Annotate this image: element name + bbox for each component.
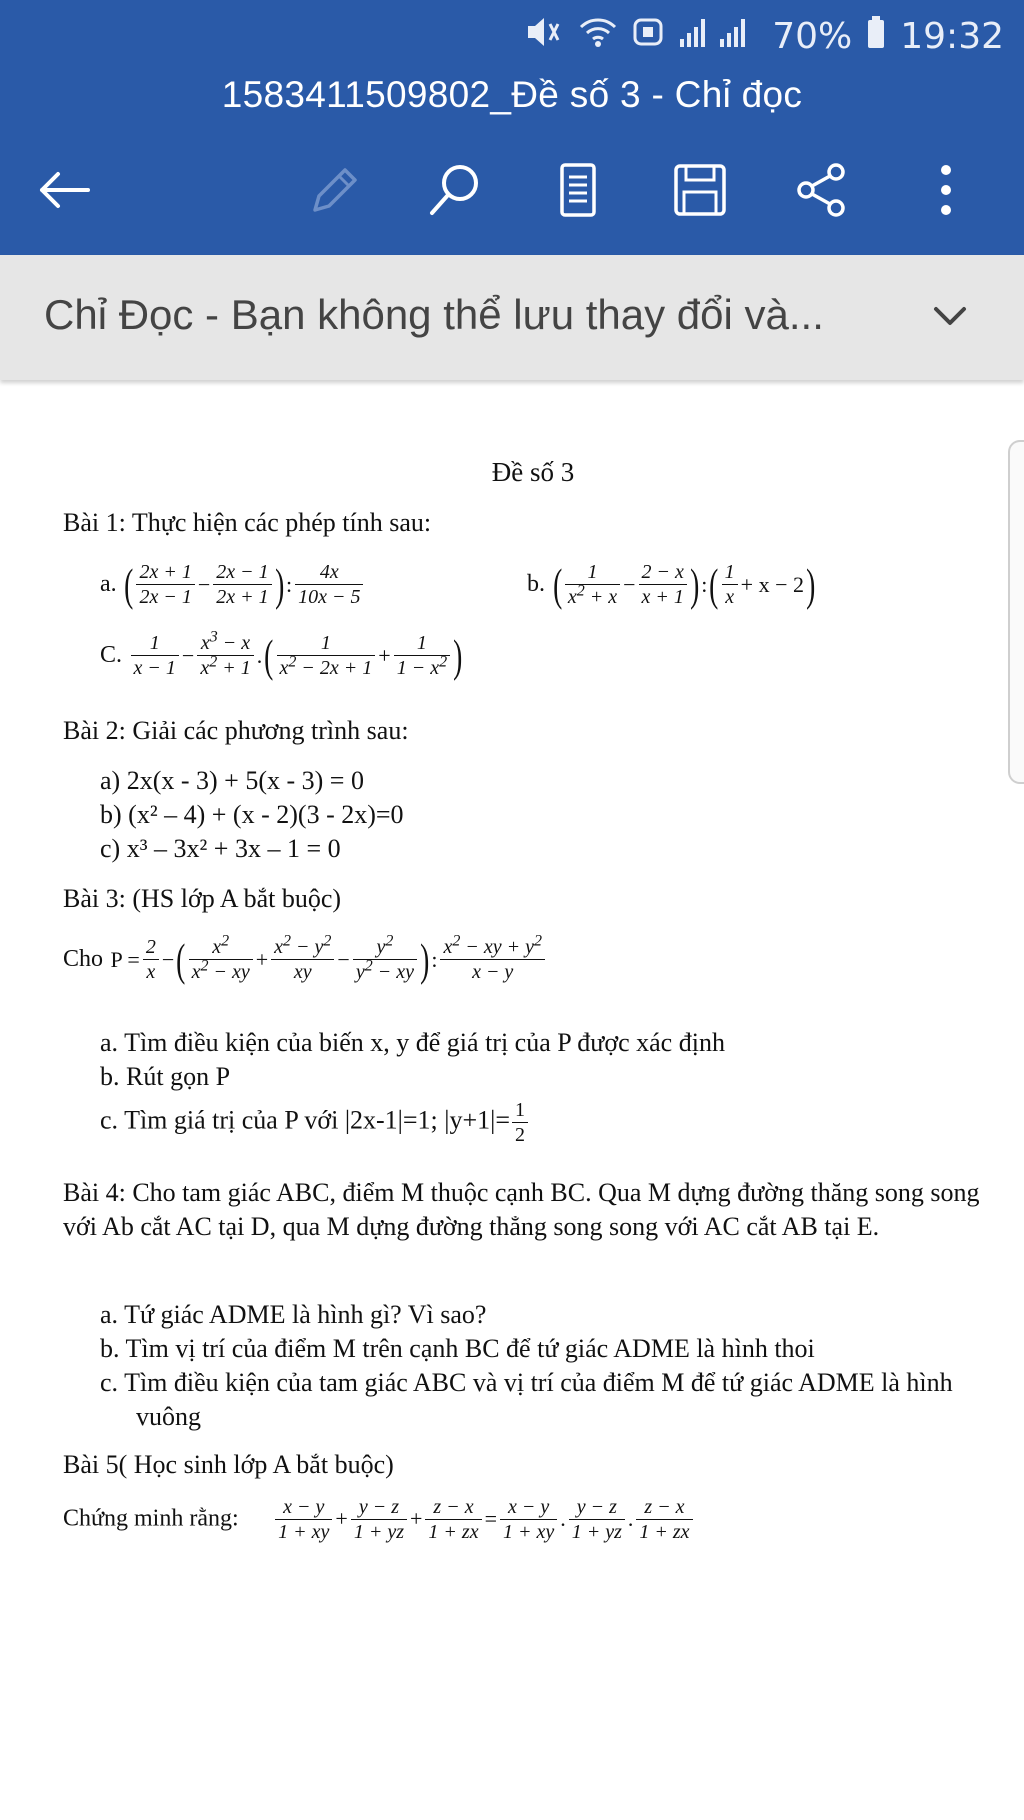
bai4-item-a: a. Tứ giác ADME là hình gì? Vì sao? — [100, 1300, 487, 1329]
share-icon[interactable] — [792, 160, 852, 220]
app-bar — [0, 0, 1024, 255]
save-icon[interactable] — [670, 160, 730, 220]
reading-view-icon[interactable] — [548, 160, 608, 220]
bai1-b-expression: b. ( $\frac{1}{x^2 + x}$ − $\frac{2 - x}{x + 1}$ ):( $\frac{1}{x}$ + x − 2) — [527, 559, 816, 610]
more-vert-icon[interactable] — [916, 160, 976, 220]
chevron-down-icon[interactable] — [930, 301, 970, 331]
bai3-item-a: a. Tìm điều kiện của biến x, y để giá trị của P được xác định — [100, 1028, 725, 1057]
bai2-item-c: c) x³ – 3x² + 3x – 1 = 0 — [100, 834, 341, 863]
bai1-title: Bài 1: Thực hiện các phép tính sau: — [63, 508, 432, 537]
bai5-expression: Chứng minh rằng: $\frac{x - y}{1 + xy}$ + $\frac{y - z}{1 + yz}$ + $\frac{z - x}{1 + zx}$ = $\frac{x - y}{1 + xy}$ . $\frac{y - z}{1 + yz}$ . $\frac{z - x}{1 + zx}$ — [63, 1495, 695, 1544]
bai2-title: Bài 2: Giải các phương trình sau: — [63, 716, 409, 745]
scrollbar[interactable] — [1008, 440, 1024, 784]
read-only-banner[interactable] — [0, 255, 1024, 380]
bai3-item-c: c. Tìm giá trị của P với |2x-1|=1; |y+1|= $\frac{1}{2}$ — [100, 1098, 530, 1147]
signal-icon — [678, 15, 758, 58]
mute-icon — [526, 15, 564, 58]
battery-percent: 70% — [772, 15, 853, 57]
search-icon[interactable] — [425, 160, 485, 220]
bai4-item-c: c. Tìm điều kiện của tam giác ABC và vị trí của điểm M để tứ giác ADME là hình vuông — [100, 1368, 953, 1431]
document-title: 1583411509802_Đề số 3 - Chỉ đọc — [221, 74, 803, 115]
bai3-item-b: b. Rút gọn P — [100, 1062, 231, 1091]
bai3-title: Bài 3: (HS lớp A bắt buộc) — [63, 884, 342, 913]
bai4-item-b: b. Tìm vị trí của điểm M trên cạnh BC để tứ giác ADME là hình thoi — [100, 1334, 815, 1363]
bai5-title: Bài 5( Học sinh lớp A bắt buộc) — [63, 1450, 394, 1479]
page-title: Đề số 3 — [491, 457, 575, 487]
wifi-icon — [578, 15, 618, 58]
back-arrow-icon[interactable] — [34, 160, 94, 220]
status-bar — [526, 14, 1004, 58]
banner-text: Chỉ Đọc - Bạn không thể lưu thay đổi và... — [44, 291, 824, 338]
bai4-text: Bài 4: Cho tam giác ABC, điểm M thuộc cạnh BC. Qua M dựng đường thăng song song với Ab cắt AC tại D, qua M dựng đường thẳng song song với AC cắt AB tại E. — [63, 1178, 980, 1241]
bai1-a-expression: a. ( $\frac{2x + 1}{2x - 1}$ − $\frac{2x - 1}{2x + 1}$ ): $\frac{4x}{10x - 5}$ — [100, 555, 365, 615]
clock: 19:32 — [900, 15, 1004, 57]
battery-icon — [866, 15, 886, 58]
toolbar — [0, 150, 1024, 230]
bai2-item-b: b) (x² – 4) + (x - 2)(3 - 2x)=0 — [100, 800, 404, 829]
bai3-expression: Cho P = $\frac{2}{x}$ −( $\frac{x^2}{x^2 - xy}$ + $\frac{x^2 - y^2}{xy}$ − $\frac{y^2}{y^2 - xy}$ ): $\frac{x^2 - xy + y^2}{x - y}$ — [63, 930, 547, 990]
bai2-item-a: a) 2x(x - 3) + 5(x - 3) = 0 — [100, 766, 364, 795]
pencil-icon[interactable] — [305, 160, 365, 220]
bai1-c-expression: C. $\frac{1}{x - 1}$ − $\frac{x^3 - x}{x^2 + 1}$ .( $\frac{1}{x^2 - 2x + 1}$ + $\frac{1}{1 - x^2}$ ) — [100, 628, 463, 681]
data-saver-icon — [632, 15, 664, 58]
